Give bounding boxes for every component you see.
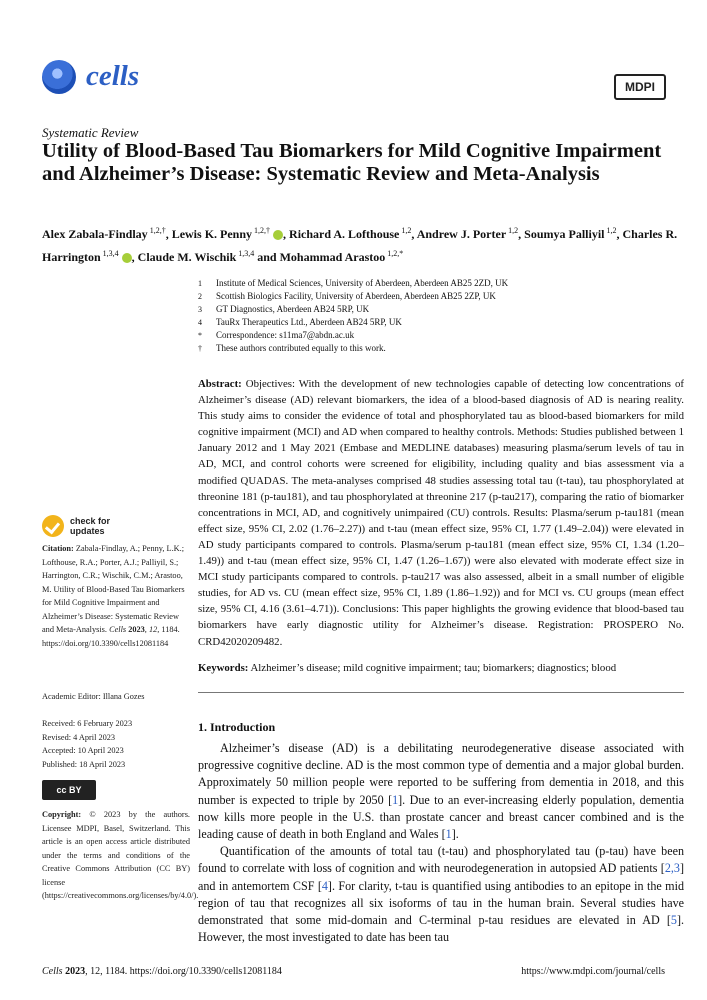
affiliation-item [198,329,508,342]
citation-label: Citation: [42,544,74,553]
citation-doi[interactable]: , 1184. https://doi.org/10.3390/cells12081184 [42,625,180,648]
reference-link[interactable]: 5 [670,913,677,928]
affiliation-text: Scottish Biologics Facility, University of Aberdeen, Aberdeen AB25 2ZP, UK [216,291,496,301]
author-affiliation-marks: 1,2,† [147,226,166,235]
footer-year: 2023 [65,966,86,977]
affiliation-text: GT Diagnostics, Aberdeen AB24 5RP, UK [216,304,370,314]
check-for-updates-button[interactable] [42,515,110,537]
abstract-label: Abstract: [198,378,242,390]
author-list: Alex Zabala-Findlay $^{1,2,\dagger}$, Lewis K. Penny $^{1,2,\dagger}$ , Richard A. Lofthouse $^{1,2}$, Andrew J. Porter $^{1,2}$, Soumya Palliyil $^{1,2}$, Charles R. Harrington $^{1,3,4}$ , Claude M. Wischik $^{1,3,4}$ and Mohammad Arastoo $^{1,2,*}$ [42,226,678,264]
author-affiliation-marks: 1,2,† [252,226,271,235]
article-type: Systematic Review [42,125,139,140]
abstract [198,376,684,650]
keywords-text: Alzheimer’s disease; mild cognitive impairment; tau; biomarkers; diagnostics; blood [250,662,617,674]
affiliation-mark: † [198,344,202,353]
author-name: Andrew J. Porter [416,227,507,241]
intro-body [198,740,684,946]
intro-paragraph: Quantification of the amounts of total tau (t-tau) and phosphorylated tau (p-tau) have been found to correlate with loss of cognition and with neurodegeneration in autopsied AD patients [2,3] and in antemortem CSF [4]. For clarity, t-tau is quantified using antibodies to an epitope in the mid region of tau that recognizes all six isoforms of tau in the human brain. Several studies have demonstrated that some mid-domain and C-terminal p-tau residues are elevated in AD [5]. However, the most investigated to date has been tau [198,844,684,945]
footer-citation [42,966,282,977]
section-heading: 1. Introduction [198,720,276,734]
publisher-logo[interactable]: MDPI [614,74,666,100]
affiliation-item [198,342,508,355]
copyright-text: © 2023 by the authors. Licensee MDPI, Basel, Switzerland. This article is an open access article distributed under the terms and conditions of the Creative Commons Attribution (CC BY) license (https://creativecommons.org/licenses/by/4.0/). [42,810,199,900]
footer-doi[interactable]: , 12, 1184. https://doi.org/10.3390/cells12081184 [85,966,282,977]
affiliation-mark: 2 [198,292,202,301]
affiliation-list [198,277,508,355]
author-name: Lewis K. Penny [171,227,253,241]
reference-link[interactable]: 4 [321,878,328,893]
footer-journal: Cells [42,966,63,977]
paper-title: Utility of Blood-Based Tau Biomarkers for Mild Cognitive Impairment and Alzheimer’s Disease: Systematic Review and Meta-Analysis [42,140,662,185]
author-name: Claude M. Wischik [137,250,237,264]
orcid-icon[interactable] [122,253,132,263]
orcid-icon[interactable] [273,230,283,240]
citation-block: Citation: Zabala-Findlay, A.; Penny, L.K.; Lofthouse, R.A.; Porter, A.J.; Palliyil, S.; Harrington, C.R.; Wischik, C.M.; Arastoo, M. Utility of Blood-Based Tau Biomarkers for Mild Cognitive Impairment and Alzheimer’s Disease: Systematic Review and Meta-Analysis. Cells 2023, 12, 1184. https://doi.org/10.3390/cells12081184 [42,544,185,648]
reference-link[interactable]: 2,3 [664,861,680,876]
check-updates-icon [42,515,64,537]
citation-journal: Cells [109,625,127,634]
author-affiliation-marks: 1,2 [399,226,412,235]
cc-by-license-badge[interactable]: cc BY [42,780,96,800]
affiliation-text: Institute of Medical Sciences, University of Aberdeen, Aberdeen AB25 2ZD, UK [216,278,509,288]
reference-link[interactable]: 1 [445,827,452,842]
author-name: Mohammad Arastoo [279,250,386,264]
affiliation-mark: 4 [198,318,202,327]
copyright-label: Copyright: [42,810,82,819]
author-affiliation-marks: 1,2 [604,226,617,235]
author-affiliation-marks: 1,3,4 [236,249,255,258]
affiliation-item [198,277,508,290]
author-affiliation-marks: 1,2 [506,226,519,235]
date-list [42,717,190,771]
author-name: Soumya Palliyil [524,227,605,241]
keywords [198,662,684,674]
affiliation-mark: 1 [198,279,202,288]
affiliation-text: TauRx Therapeutics Ltd., Aberdeen AB24 5RP, UK [216,317,402,327]
updates-line2: updates [70,526,105,536]
keywords-label: Keywords: [198,662,249,674]
author-affiliation-marks: 1,2,* [385,249,404,258]
author-name: Alex Zabala-Findlay [42,227,148,241]
updates-line1: check for [70,516,111,526]
reference-link[interactable]: 1 [392,792,399,807]
section-divider [198,692,684,693]
date-item: Accepted: 10 April 2023 [42,746,124,755]
affiliation-mark: 3 [198,305,202,314]
affiliation-mark: * [198,331,202,340]
date-item: Published: 18 April 2023 [42,759,126,769]
author-name: Charles R. Harrington [42,227,678,264]
citation-text: Zabala-Findlay, A.; Penny, L.K.; Lofthouse, R.A.; Porter, A.J.; Palliyil, S.; Harrington, C.R.; Wischik, C.M.; Arastoo, M. Utility of Blood-Based Tau Biomarkers for Mild Cognitive Impairment and Alzheimer’s Disease: Systematic Review and Meta-Analysis. [42,544,185,634]
date-item: Received: 6 February 2023 [42,719,133,728]
author-name: Richard A. Lofthouse [289,227,400,241]
journal-logo [42,60,76,94]
affiliation-text: These authors contributed equally to this work. [216,343,386,353]
citation-volume: 12 [148,625,158,634]
intro-paragraph: Alzheimer’s disease (AD) is a debilitating neurodegenerative disease associated with progressive cognitive decline. AD is the most common type of dementia and a major global burden. Approximately 50 million people were reported to be suffering from dementia in 2018, and this number is expected to triple by 2050 [1]. Due to an ever-increasing elderly population, dementia now kills more people in the U.S. than prostate cancer and breast cancer combined and is the leading cause of death in both England and Wales [1]. [198,741,684,842]
abstract-text: Objectives: With the development of new technologies capable of detecting low concentrations of Alzheimer’s disease (AD) relevant biomarkers, the idea of a blood-based diagnosis of AD is nearing reality. This study aims to consider the evidence of total and phosphorylated tau as blood-based biomarkers for mild cognitive impairment (MCI) and AD when compared to healthy controls. Methods: Studies published between 1 January 2012 and 1 May 2021 (Embase and MEDLINE databases) measuring plasma/serum levels of tau in AD, MCI, and control cohorts were screened for eligibility, including quality and bias assessment via a modified QUADAS. The meta-analyses comprised 48 studies assessing total tau (t-tau), tau phosphorylated at threonine 181 (p-tau181), and tau phosphorylated at threonine 217 (p-tau217), comparing the ratio of biomarker concentrations in MCI, AD, and cognitively unimpaired (CU) controls. Results: Plasma/serum p-tau181 (mean effect size, 95% CI, 2.02 (1.76–2.27)) and t-tau (mean effect size, 95% CI, 1.77 (1.49–2.04)) were elevated in AD study participants compared to controls. Plasma/serum p-tau181 (mean effect size, 95% CI, 1.34 (1.20–1.49)) and t-tau (mean effect size, 95% CI, 1.47 (1.26–1.67)) were also elevated with moderate effect size in MCI study participants compared to controls. p-tau217 was also assessed, albeit in a small number of eligible studies, for AD vs. CU (mean effect size, 95% CI, 1.89 (1.86–1.92)) and for MCI vs. CU groups (mean effect size, 95% CI, 4.16 (3.61–4.71)). Conclusions: This paper highlights the growing evidence that blood-based tau biomarkers have early diagnostic utility for Alzheimer’s disease. Registration: PROSPERO No. CRD42020209482. [198,378,684,648]
author-affiliation-marks: 1,3,4 [100,249,119,258]
footer-journal-url[interactable]: https://www.mdpi.com/journal/cells [521,966,665,977]
affiliation-item [198,290,508,303]
copyright-block [42,808,199,903]
journal-name[interactable]: cells [86,60,140,92]
affiliation-text: Correspondence: s11ma7@abdn.ac.uk [216,330,355,340]
affiliation-item [198,316,508,329]
academic-editor: Academic Editor: Illana Gozes [42,692,145,701]
citation-year: 2023 [128,625,145,634]
date-item: Revised: 4 April 2023 [42,732,116,742]
affiliation-item [198,303,508,316]
